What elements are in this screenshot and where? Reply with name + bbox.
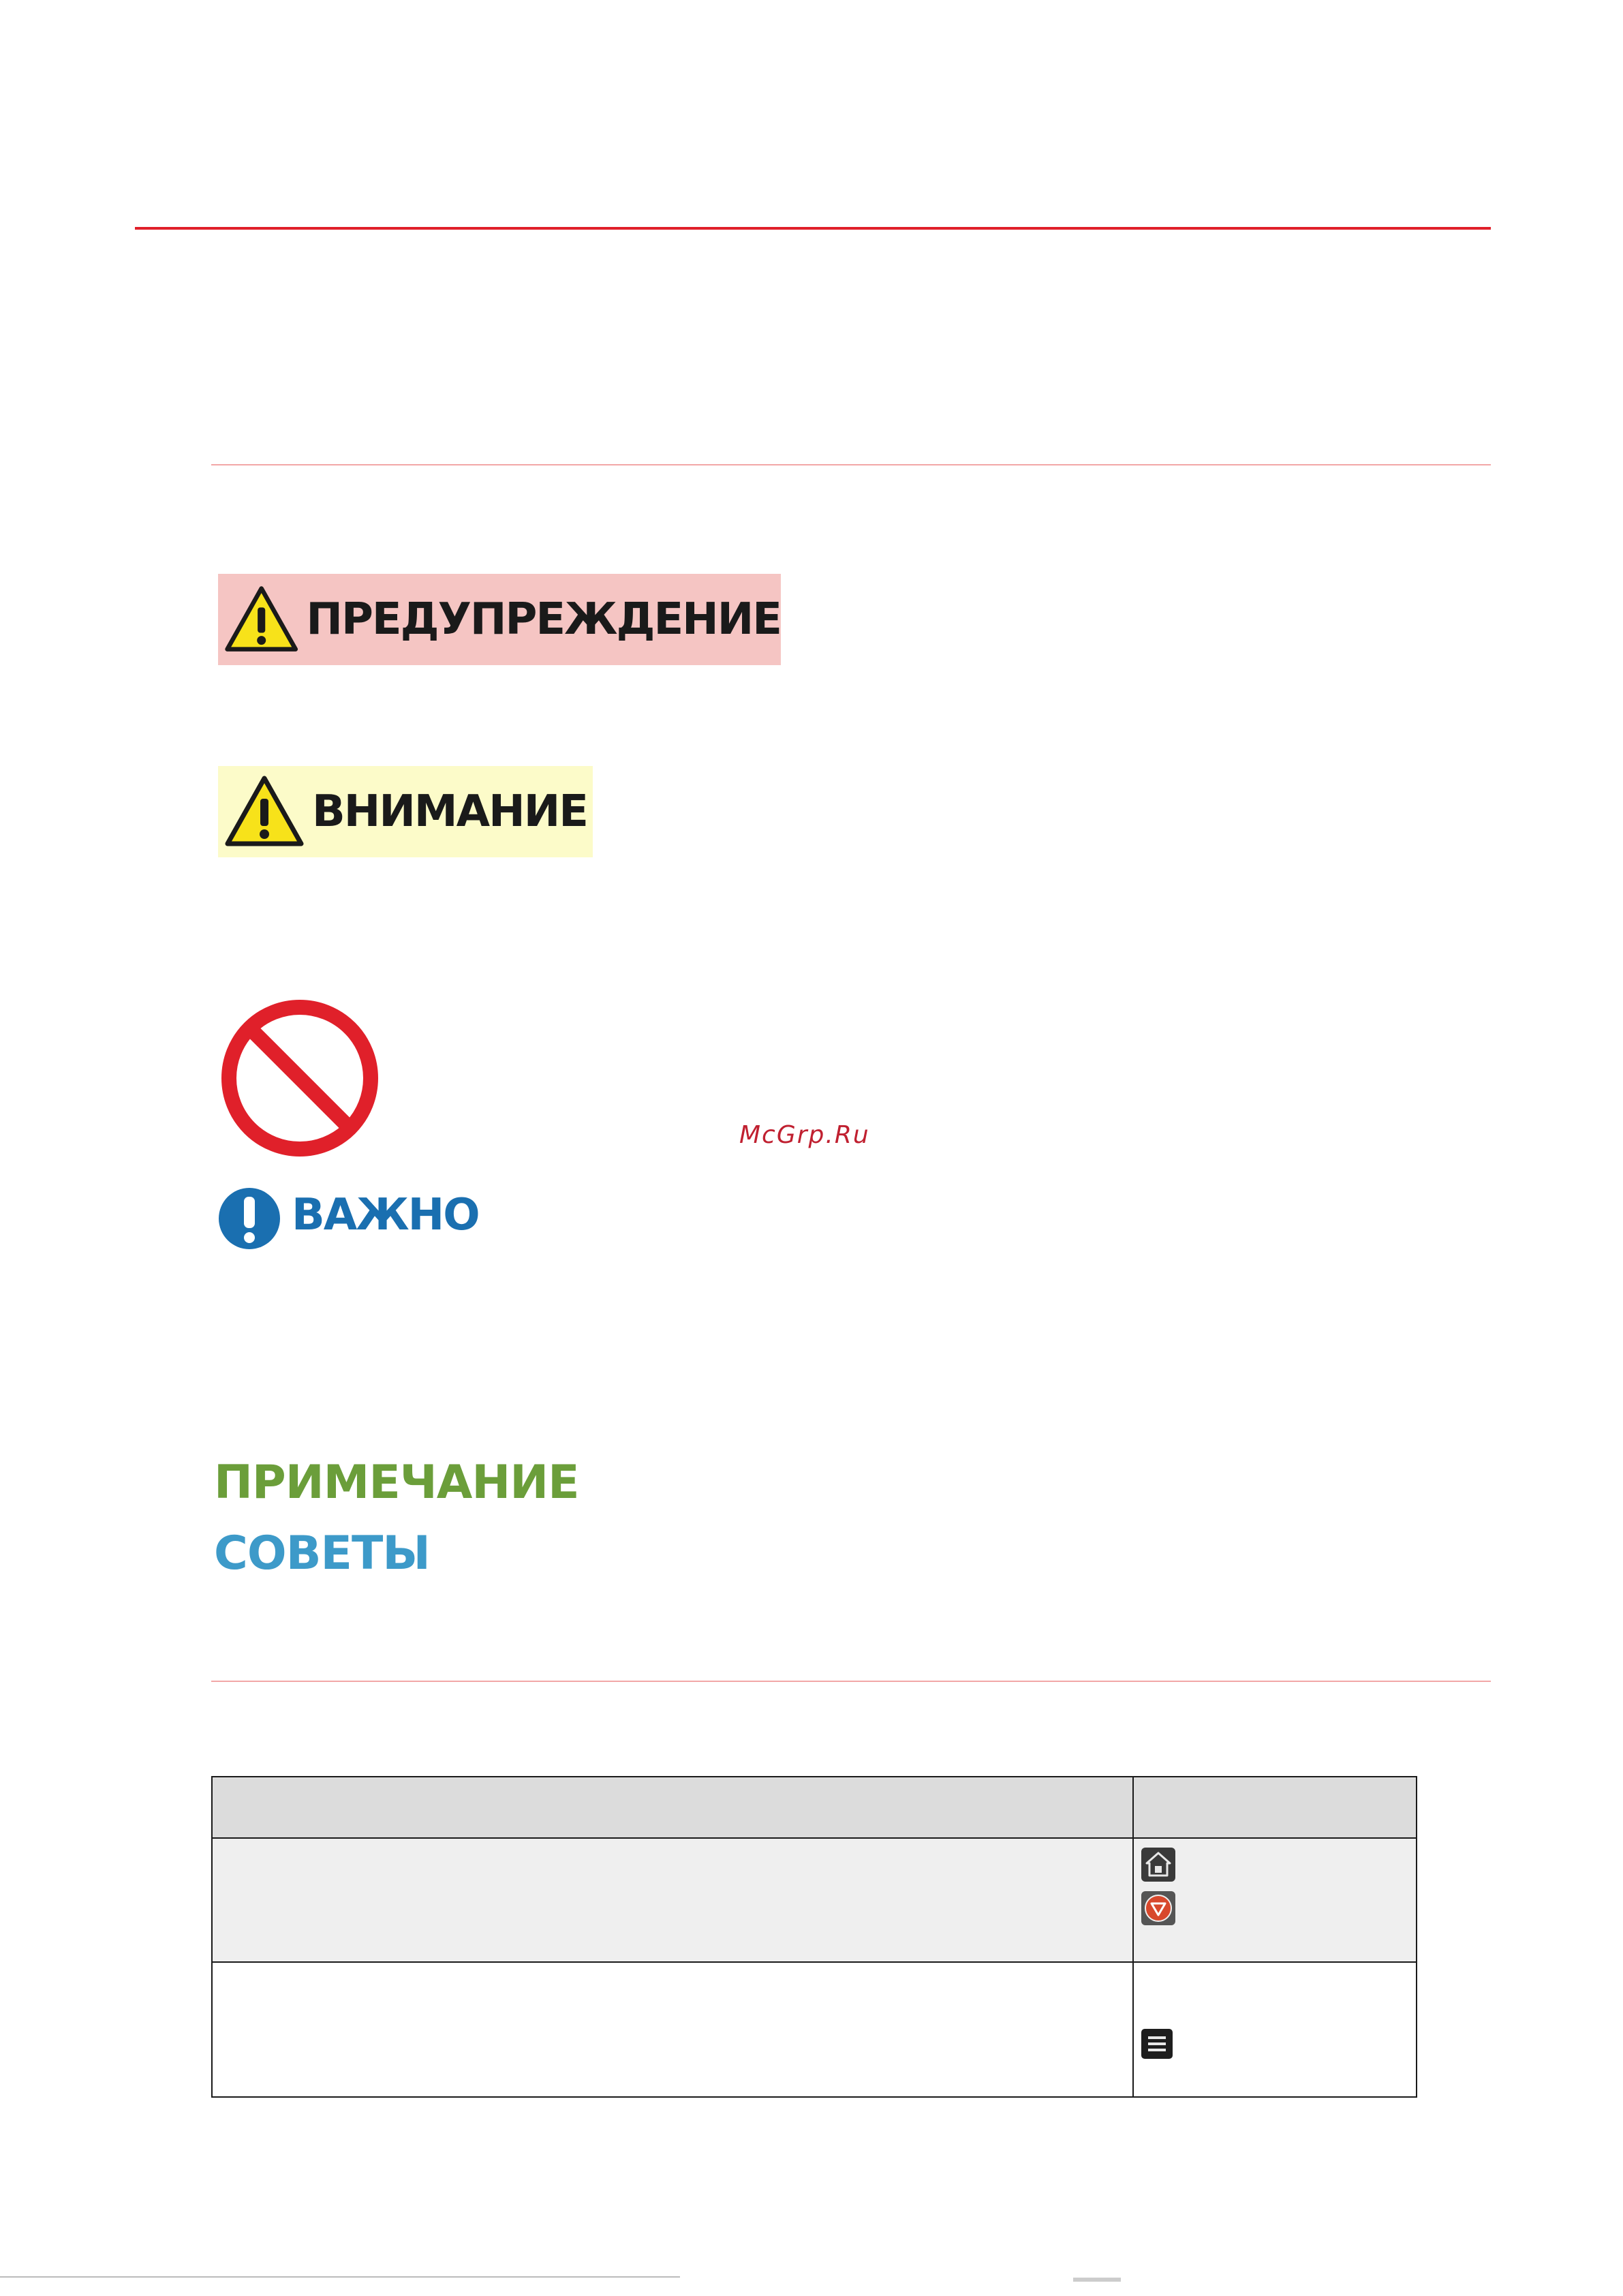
section-divider bbox=[211, 1681, 1491, 1682]
prohibited-icon bbox=[219, 998, 380, 1159]
warning-triangle-icon bbox=[223, 582, 299, 657]
warning-label-text: ПРЕДУПРЕЖДЕНИЕ bbox=[306, 594, 781, 645]
table-header-cell bbox=[1133, 1777, 1417, 1838]
important-label: ВАЖНО bbox=[292, 1190, 479, 1240]
warning-label bbox=[218, 574, 781, 665]
watermark: McGrp.Ru bbox=[739, 1121, 870, 1149]
section-divider bbox=[211, 464, 1491, 465]
table-cell bbox=[1133, 1962, 1417, 2097]
note-label: ПРИМЕЧАНИЕ bbox=[214, 1456, 579, 1510]
tips-label: СОВЕТЫ bbox=[214, 1527, 430, 1580]
keys-table bbox=[211, 1776, 1417, 2098]
table-row bbox=[212, 1838, 1417, 1962]
exclamation-circle-icon bbox=[218, 1187, 281, 1250]
stop-key-icon bbox=[1141, 1891, 1176, 1926]
table-cell bbox=[212, 1838, 1133, 1962]
table-row bbox=[212, 1962, 1417, 2097]
footer-mark bbox=[1073, 2278, 1121, 2282]
table-cell bbox=[1133, 1838, 1417, 1962]
caution-label-text: ВНИМАНИЕ bbox=[312, 786, 587, 837]
caution-label bbox=[218, 766, 593, 857]
table-header-cell bbox=[212, 1777, 1133, 1838]
warning-triangle-icon bbox=[223, 774, 305, 849]
menu-key-icon bbox=[1141, 2028, 1173, 2060]
top-rule bbox=[135, 227, 1491, 230]
footer-line bbox=[0, 2276, 680, 2278]
table-cell bbox=[212, 1962, 1133, 2097]
table-header-row bbox=[212, 1777, 1417, 1838]
home-key-icon bbox=[1141, 1847, 1176, 1882]
